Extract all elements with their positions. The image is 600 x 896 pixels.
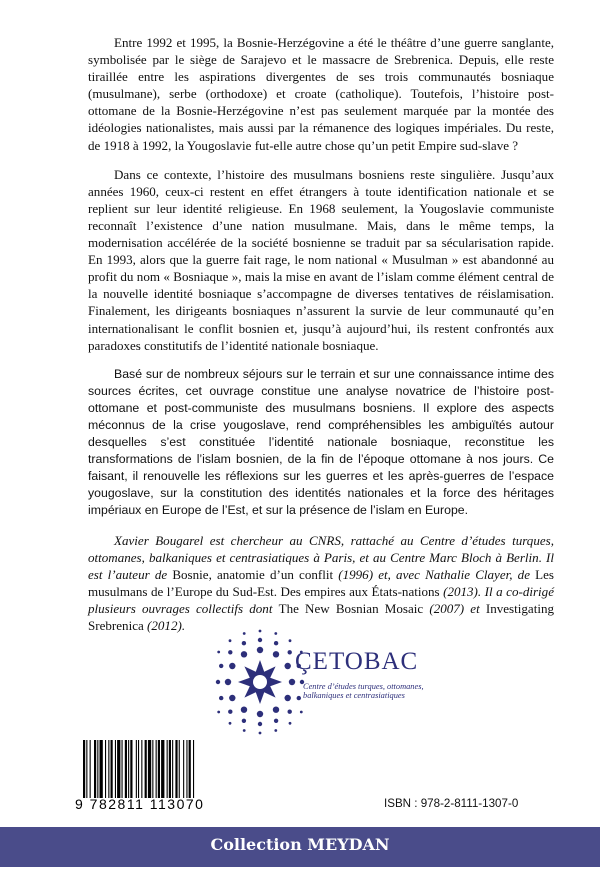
barcode-digits: 9 782811 113070 <box>75 796 205 812</box>
paragraph-summary: Basé sur de nombreux séjours sur le terrain et sur une connaissance intime des sources écrites, cet ouvrage constitue une analyse novatrice de l’histoire post-ottomane et post-communiste des musulmans bosniens. Il explore des aspects méconnus de la crise yougoslave, rend compréhensibles les ambiguïtés autour desquelles s’est constituée l’identité nationale bosniaque, reconstitue les transformations de l’islam bosnien, de la fin de l’époque ottomane à nos jours. Ce faisant, il renouvelle les réflexions sur les guerres et les après-guerres de l’espace yougoslave, sur la constitution des identités nationales et la force des héritages impériaux en Europe de l’Est, et sur la présence de l’islam en Europe. <box>88 366 554 518</box>
paragraph-intro: Entre 1992 et 1995, la Bosnie-Herzégovine a été le théâtre d’une guerre sanglante, symbolisée par le siège de Sarajevo et le massacre de Srebrenica. Depuis, elle reste tiraillée entre les aspirations divergentes de ses trois communautés bosniaque (musulmane), serbe (orthodoxe) et croate (catholique). Toutefois, l’histoire post-ottomane de la Bosnie-Herzégovine n’est pas seulement marquée par la montée des idéologies nationalistes, mais aussi par la rémanence des logiques impériales. Du reste, de 1918 à 1992, la Yougoslavie fut-elle autre chose qu’un petit Empire sud-slave ? <box>88 35 554 153</box>
bio-text-2: (1996) et, avec Nathalie Clayer, de <box>333 566 536 582</box>
back-cover-text <box>88 34 554 646</box>
collection-band <box>0 827 600 867</box>
bio-text-3: (2013). Il a co-dirigé plusieurs ouvrages collectifs dont <box>88 583 554 616</box>
collection-title: Collection MEYDAN <box>210 835 390 854</box>
logo-name: ÇETOBAC <box>295 648 419 675</box>
bio-text-1: Xavier Bougarel est chercheur au CNRS, rattaché au Centre d’études turques, ottomanes, balkaniques et centrasiatiques à Paris, et au Centre Marc Bloch à Berlin. Il est l’auteur de <box>88 532 554 582</box>
bio-book-2: Les musulmans de l’Europe du Sud-Est. Des empires aux États-nations <box>88 566 554 599</box>
paragraph-context: Dans ce contexte, l’histoire des musulmans bosniens reste singulière. Jusqu’aux années 1960, ceux-ci restent en effet étrangers à toute identification nationale et se replient sur leur identité religieuse. En 1968 seulement, la Yougoslavie communiste reconnaît l’existence d’une nation musulmane. Mais, dans le même temps, la modernisation accélérée de la société bosnienne se traduit par sa sécularisation rapide. En 1993, alors que la guerre fait rage, le nom national « Musulman » est abandonné au profit du nom « Bosniaque », mais la mise en avant de l’islam comme élément central de la nouvelle identité bosniaque s’accompagne de diverses tentatives de réislamisation. Finalement, les dirigeants bosniaques n’assurent la survie de leur communauté qu’en internationalisant le conflit bosnien et, jusqu’à aujourd’hui, ils restent confrontés aux paradoxes constitutifs de l’identité nationale bosniaque. <box>88 166 554 353</box>
rosette-emblem-icon <box>215 620 305 740</box>
barcode-bars-icon <box>83 740 231 798</box>
logo-subtitle: Centre d’études turques, ottomanes, balkaniques et centrasiatiques <box>303 682 424 701</box>
barcode <box>75 740 235 812</box>
bio-book-4: Investigating Srebrenica <box>88 600 554 633</box>
isbn-number: ISBN : 978-2-8111-1307-0 <box>384 797 519 810</box>
bio-text-5: (2012). <box>143 618 186 633</box>
bio-book-1: Bosnie, anatomie d’un conflit <box>172 566 334 582</box>
cetobac-logo <box>215 620 435 740</box>
bio-text-4: (2007) et <box>423 600 486 616</box>
author-bio <box>88 532 554 635</box>
bio-book-3: The New Bosnian Mosaic <box>278 600 424 616</box>
